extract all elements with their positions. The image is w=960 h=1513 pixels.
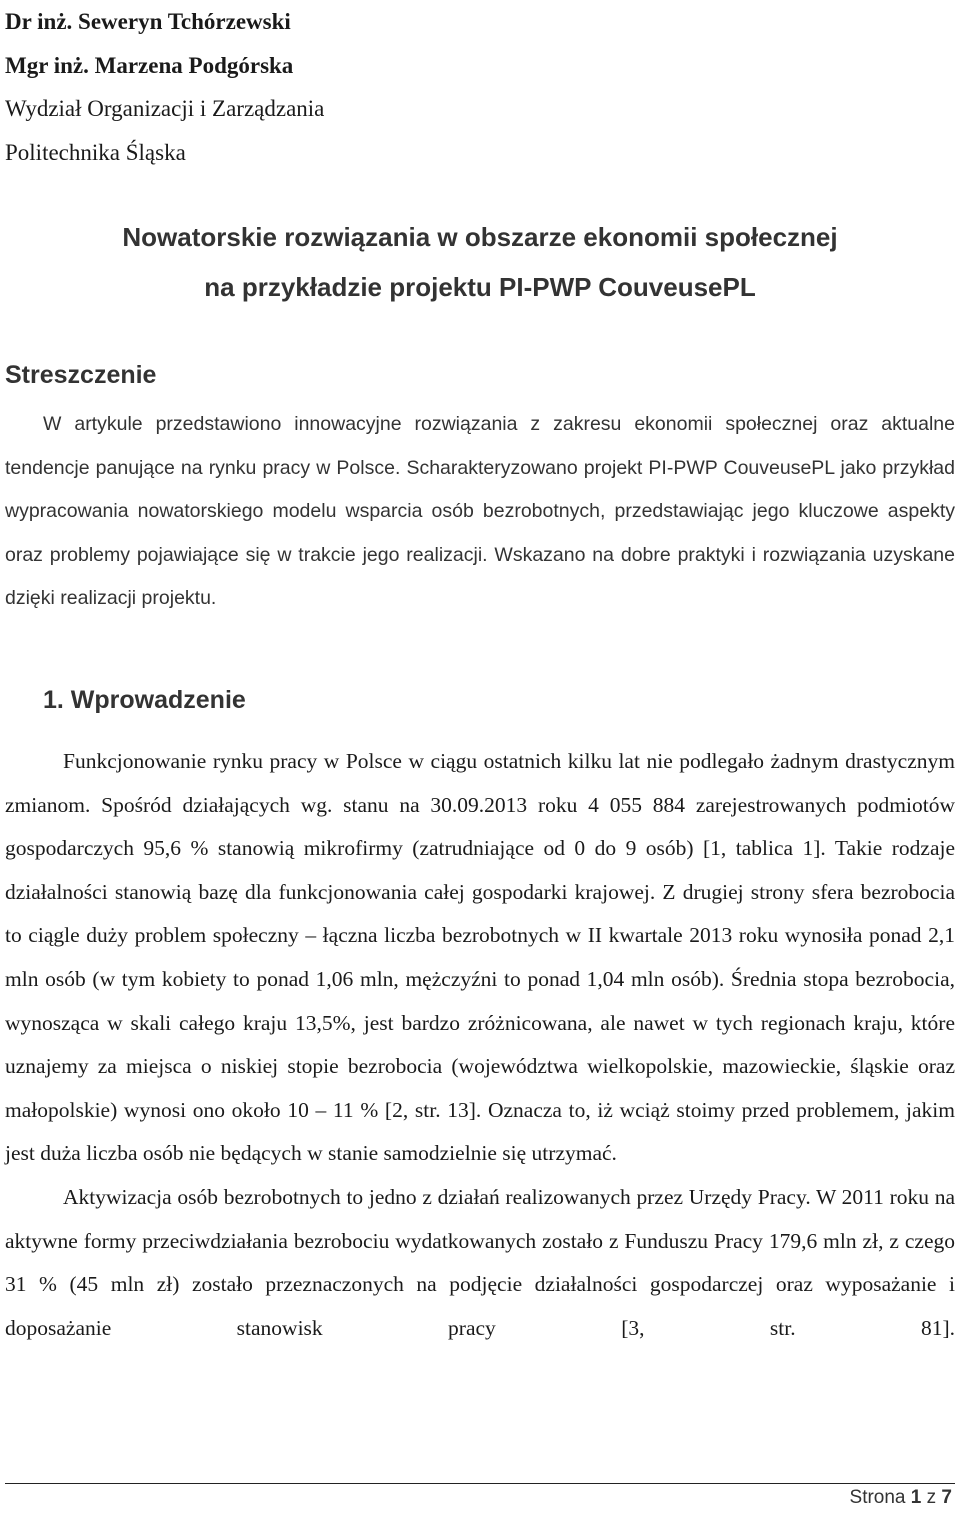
section-heading-introduction: 1. Wprowadzenie [43, 686, 246, 714]
page-number: 1 [910, 1487, 922, 1508]
page-of: z [926, 1487, 937, 1508]
introduction-paragraph-1: Funkcjonowanie rynku pracy w Polsce w ciągu ostatnich kilku lat nie podlegało żadnym drastycznym zmianom. Spośród działających wg. stanu na 30.09.2013 roku 4 055 884 zarejestrowanych podmiotów gospodarczych 95,6 % stanowią mikrofirmy (zatrudniające od 0 do 9 osób) [1, tablica 1]. Takie rodzaje działalności stanowią bazę dla funkcjonowania całej gospodarki krajowej. Z drugiej strony sfera bezrobocia to ciągle duży problem społeczny – łączna liczba bezrobotnych w II kwartale 2013 roku wynosiła ponad 2,1 mln osób (w tym kobiety to ponad 1,06 mln, mężczyźni to ponad 1,04 mln osób). Średnia stopa bezrobocia, wynosząca w skali całego kraju 13,5%, jest bardzo zróżnicowana, ale nawet w tych regionach kraju, które uznajemy za miejsca o niskiej stopie bezrobocia (województwa wielkopolskie, mazowieckie, śląskie oraz małopolskie) wynosi ono około 10 – 11 % [2, str. 13]. Oznacza to, iż wciąż stoimy przed problemem, jakim jest duża liczba osób nie będących w stanie samodzielnie się utrzymać. [5, 749, 955, 1166]
author-university: Politechnika Śląska [5, 139, 186, 165]
page-total: 7 [941, 1487, 952, 1508]
author-faculty: Wydział Organizacji i Zarządzania [5, 96, 325, 121]
page-footer [850, 1486, 952, 1510]
introduction-paragraph-2: Aktywizacja osób bezrobotnych to jedno z działań realizowanych przez Urzędy Pracy. W 2011 roku na aktywne formy przeciwdziałania bezrobociu wydatkowanych zostało z Funduszu Pracy 179,6 mln zł, z czego 31 % (45 mln zł) zostało przeznaczonych na podjęcie działalności gospodarczej oraz wyposażanie i doposażanie stanowisk pracy [3, str. 81]. [5, 1184, 955, 1340]
introduction-body [5, 740, 955, 1350]
author-2: Mgr inż. Marzena Podgórska [5, 52, 294, 78]
footer-divider [5, 1483, 955, 1484]
article-title [0, 212, 960, 312]
title-line-1: Nowatorskie rozwiązania w obszarze ekonomii społecznej [122, 222, 838, 252]
title-line-2: na przykładzie projektu PI-PWP CouveusePL [204, 272, 756, 302]
abstract-section [5, 403, 955, 621]
author-1: Dr inż. Seweryn Tchórzewski [5, 9, 291, 34]
abstract-text: W artykule przedstawiono innowacyjne rozwiązania z zakresu ekonomii społecznej oraz aktualne tendencje panujące na rynku pracy w Polsce. Scharakteryzowano projekt PI-PWP CouveusePL jako przykład wypracowania nowatorskiego modelu wsparcia osób bezrobotnych, przedstawiając jego kluczowe aspekty oraz problemy pojawiające się w trakcie jego realizacji. Wskazano na dobre praktyki i rozwiązania uzyskane dzięki realizacji projektu. [5, 413, 955, 609]
author-block [5, 0, 605, 174]
abstract-heading: Streszczenie [5, 361, 157, 389]
page-label: Strona [849, 1487, 906, 1508]
